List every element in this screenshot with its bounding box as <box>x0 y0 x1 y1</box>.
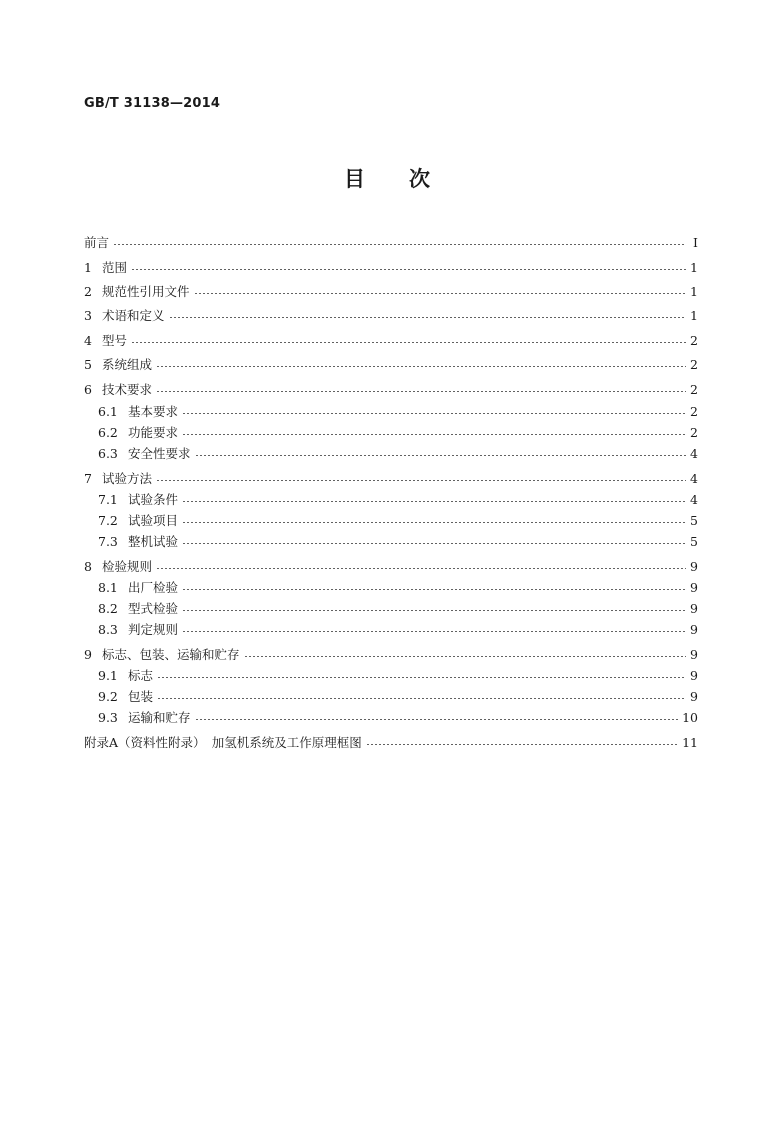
page-title <box>0 163 774 193</box>
dot-leader <box>195 719 679 720</box>
toc-entry-number: 8.1 <box>98 579 118 595</box>
dot-leader <box>113 244 686 245</box>
toc-entry[interactable] <box>98 422 698 442</box>
toc-entry[interactable] <box>84 281 698 301</box>
dot-leader <box>182 589 686 590</box>
toc-entry-label: 标志 <box>128 668 154 683</box>
toc-entry[interactable] <box>84 468 698 488</box>
toc-entry[interactable] <box>98 665 698 685</box>
dot-leader <box>157 698 686 699</box>
toc-entry-label: 判定规则 <box>128 622 179 637</box>
toc-entry[interactable] <box>98 686 698 706</box>
dot-leader <box>156 391 686 392</box>
toc-entry-page: 9 <box>690 646 698 662</box>
toc-entry-label: 检验规则 <box>102 559 153 574</box>
title-char-2: 次 <box>409 167 430 191</box>
toc-entry-number: 3 <box>84 307 92 323</box>
toc-entry[interactable] <box>98 443 698 463</box>
dot-leader <box>157 677 686 678</box>
toc-entry-label: 技术要求 <box>102 382 153 397</box>
toc-entry-number: 8 <box>84 558 92 574</box>
toc-entry-label: 型式检验 <box>128 601 179 616</box>
toc-entry[interactable] <box>84 305 698 325</box>
toc-entry-number: 9.1 <box>98 667 118 683</box>
toc-entry-label: 范围 <box>102 260 128 275</box>
toc-entry[interactable] <box>98 577 698 597</box>
toc-entry-page: 10 <box>682 709 698 725</box>
toc-entry-label: 前言 <box>84 235 110 250</box>
toc-entry[interactable] <box>84 379 698 399</box>
dot-leader <box>182 434 686 435</box>
toc-entry[interactable] <box>98 510 698 530</box>
toc-entry-page: 4 <box>690 470 698 486</box>
toc-entry-number: 4 <box>84 332 92 348</box>
dot-leader <box>131 342 686 343</box>
toc-entry[interactable] <box>84 232 698 252</box>
toc-entry[interactable] <box>98 707 698 727</box>
toc-entry-label: 系统组成 <box>102 357 153 372</box>
toc-entry-label: 安全性要求 <box>128 446 191 461</box>
toc-entry-page: 5 <box>690 512 698 528</box>
toc-entry-number: 7.3 <box>98 533 118 549</box>
toc-entry-number: 5 <box>84 356 92 372</box>
toc-entry-page: 1 <box>690 259 698 275</box>
toc-entry-number: 1 <box>84 259 92 275</box>
dot-leader <box>169 317 686 318</box>
toc-entry-number: 6.2 <box>98 424 118 440</box>
toc-entry-page: 2 <box>690 356 698 372</box>
toc-entry-label: 标志、包装、运输和贮存 <box>102 647 240 662</box>
dot-leader <box>156 480 686 481</box>
toc-entry-label: 运输和贮存 <box>128 710 191 725</box>
toc-entry-page: 5 <box>690 533 698 549</box>
toc-entry-number: 9.2 <box>98 688 118 704</box>
toc-entry-page: 1 <box>690 307 698 323</box>
toc-entry-number: 7.1 <box>98 491 118 507</box>
toc-entry-label: 基本要求 <box>128 404 179 419</box>
toc-entry-number: 9 <box>84 646 92 662</box>
toc-entry-label: 术语和定义 <box>102 308 165 323</box>
toc-entry-page: 9 <box>690 579 698 595</box>
toc-entry[interactable] <box>84 556 698 576</box>
dot-leader <box>156 366 686 367</box>
toc-entry-label: 试验条件 <box>128 492 179 507</box>
toc-entry-page: 2 <box>690 403 698 419</box>
toc-entry-page: 9 <box>690 558 698 574</box>
toc-entry-page: 2 <box>690 381 698 397</box>
toc-entry-label: 出厂检验 <box>128 580 179 595</box>
toc-entry-number: 6.3 <box>98 445 118 461</box>
toc-entry-page: 4 <box>690 491 698 507</box>
dot-leader <box>182 631 686 632</box>
dot-leader <box>156 568 686 569</box>
toc-entry-page: 2 <box>690 424 698 440</box>
dot-leader <box>195 455 686 456</box>
dot-leader <box>194 293 686 294</box>
dot-leader <box>131 269 686 270</box>
toc-entry[interactable] <box>98 619 698 639</box>
toc-entry-page: 9 <box>690 667 698 683</box>
dot-leader <box>182 501 686 502</box>
toc-entry-label: 包装 <box>128 689 154 704</box>
dot-leader <box>366 744 678 745</box>
dot-leader <box>182 610 686 611</box>
toc-entry-number: 2 <box>84 283 92 299</box>
toc-entry-number: 8.2 <box>98 600 118 616</box>
toc-entry-page: Ⅰ <box>693 234 698 250</box>
toc-entry-label: 型号 <box>102 333 128 348</box>
toc-entry-page: 11 <box>682 734 698 750</box>
document-code: GB/T 31138—2014 <box>84 96 221 111</box>
toc-entry-number: 6.1 <box>98 403 118 419</box>
toc-entry-label: 整机试验 <box>128 534 179 549</box>
dot-leader <box>182 543 686 544</box>
toc-entry-number: 7 <box>84 470 92 486</box>
toc-entry-page: 2 <box>690 332 698 348</box>
toc-entry[interactable] <box>84 732 698 752</box>
toc-entry[interactable] <box>84 644 698 664</box>
toc-entry-label: 附录A（资料性附录） 加氢机系统及工作原理框图 <box>84 735 362 750</box>
toc-entry-page: 9 <box>690 688 698 704</box>
toc-entry-number: 8.3 <box>98 621 118 637</box>
toc-entry[interactable] <box>98 401 698 421</box>
toc-entry-page: 9 <box>690 600 698 616</box>
toc-entry-page: 1 <box>690 283 698 299</box>
toc-entry-number: 9.3 <box>98 709 118 725</box>
toc-entry[interactable] <box>84 330 698 350</box>
toc-entry-number: 6 <box>84 381 92 397</box>
dot-leader <box>244 656 686 657</box>
toc-entry[interactable] <box>98 598 698 618</box>
toc-entry[interactable] <box>98 531 698 551</box>
dot-leader <box>182 522 686 523</box>
toc-entry-label: 试验项目 <box>128 513 179 528</box>
toc-entry[interactable] <box>84 257 698 277</box>
title-char-1: 目 <box>344 167 365 191</box>
toc-entry-page: 9 <box>690 621 698 637</box>
toc-entry-page: 4 <box>690 445 698 461</box>
toc-entry-label: 功能要求 <box>128 425 179 440</box>
toc-entry[interactable] <box>98 489 698 509</box>
toc-entry-label: 规范性引用文件 <box>102 284 190 299</box>
toc-entry[interactable] <box>84 354 698 374</box>
toc-entry-label: 试验方法 <box>102 471 153 486</box>
dot-leader <box>182 413 686 414</box>
toc-entry-number: 7.2 <box>98 512 118 528</box>
